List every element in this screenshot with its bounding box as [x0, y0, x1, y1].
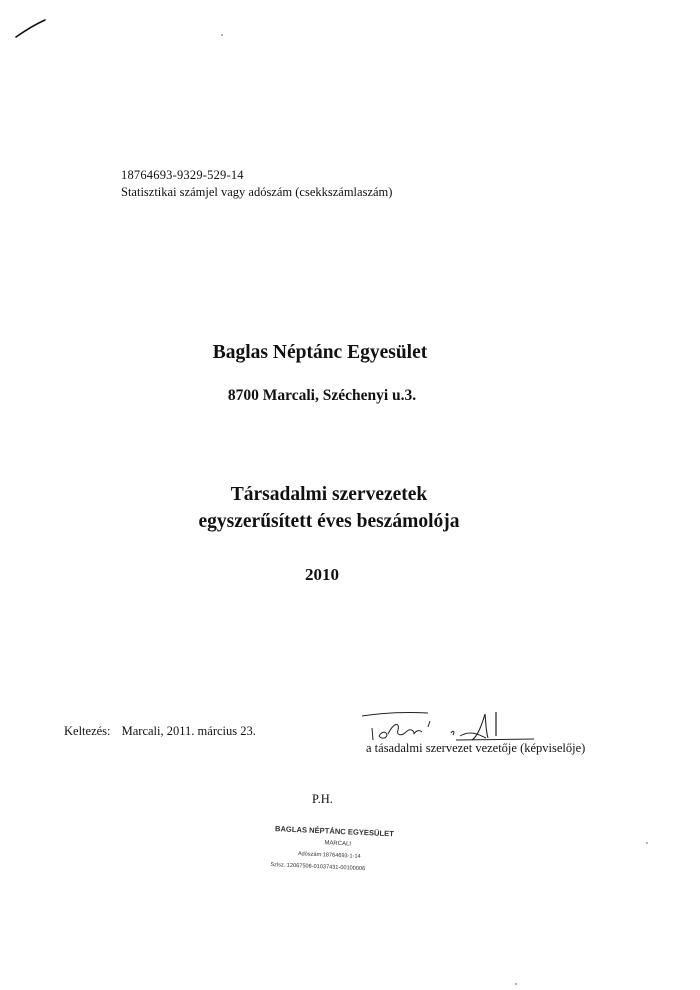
statistical-number-caption: Statisztikai számjel vagy adószám (csekkszámlaszám)	[121, 185, 393, 199]
corner-pen-mark	[14, 18, 48, 40]
date-label: Keltezés:	[64, 724, 111, 738]
organization-address: 8700 Marcali, Széchenyi u.3.	[227, 387, 417, 404]
date-value: Marcali, 2011. március 23.	[121, 724, 256, 738]
stamp-line4: Szlsz.:12067506-01037431-00100006	[270, 861, 366, 873]
report-year: 2010	[305, 565, 339, 584]
date-line	[64, 724, 256, 739]
scan-speck	[646, 842, 648, 844]
stamp-line3: Adószám:18764693-1-14	[297, 851, 361, 860]
report-title-line1: Társadalmi szervezetek	[230, 484, 428, 505]
report-title-line2: egyszerűsített éves beszámolója	[198, 511, 460, 532]
handwritten-signature	[358, 700, 538, 742]
scan-speck	[515, 983, 517, 985]
scan-speck	[221, 34, 223, 36]
signer-role: a tásadalmi szervezet vezetője (képviselője)	[366, 741, 586, 755]
statistical-number: 18764693-9329-529-14	[121, 168, 244, 182]
ph-label: P.H.	[312, 792, 333, 806]
stamp-line2: MARCALI	[324, 840, 352, 848]
organization-name: Baglas Néptánc Egyesület	[212, 342, 428, 363]
stamp-line1: BAGLAS NÉPTÁNC EGYESÜLET	[274, 824, 395, 839]
organization-stamp	[270, 824, 410, 880]
